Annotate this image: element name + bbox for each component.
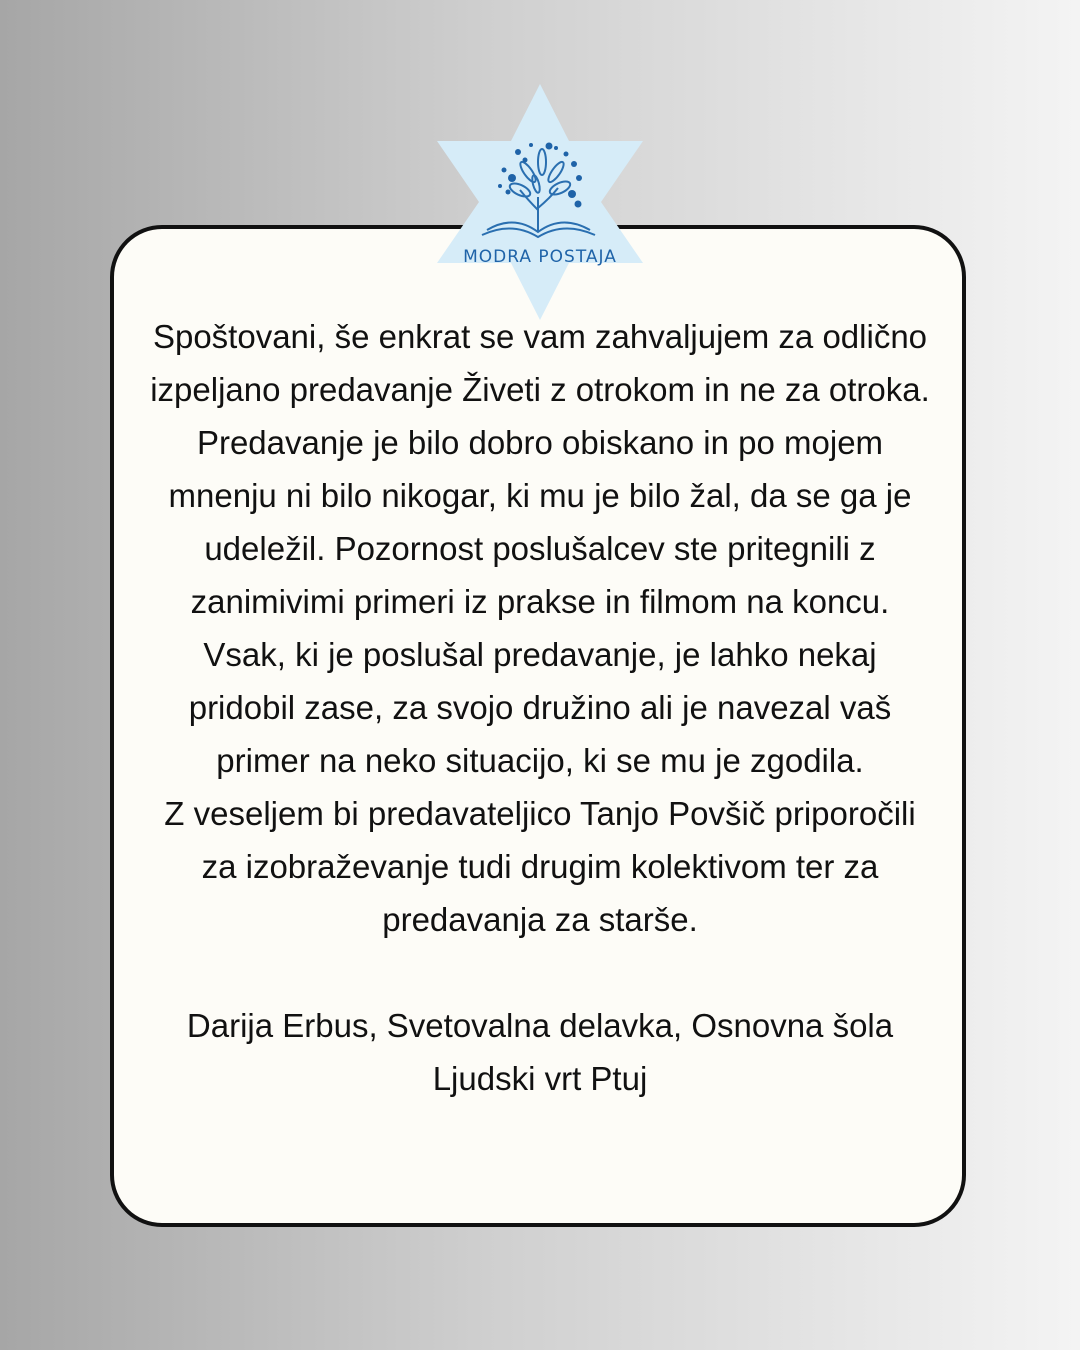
letter-line: zanimivimi primeri iz prakse in filmom na koncu. — [190, 583, 890, 620]
brand-text: MODRA POSTAJA — [463, 247, 617, 267]
modra-postaja-logo — [432, 82, 648, 322]
letter-line: mnenju ni bilo nikogar, ki mu je bilo žal, da se ga je — [168, 477, 912, 514]
letter-line: primer na neko situacijo, ki se mu je zgodila. — [216, 742, 864, 779]
letter-line: izpeljano predavanje Živeti z otrokom in ne za otroka. — [150, 371, 930, 408]
paragraph-gap — [114, 946, 966, 999]
testimonial-text — [114, 310, 966, 1105]
letter-line: za izobraževanje tudi drugim kolektivom ter za — [201, 848, 879, 885]
letter-line: udeležil. Pozornost poslušalcev ste pritegnili z — [204, 530, 876, 567]
letter-line: predavanja za starše. — [382, 901, 698, 938]
signature-line: Darija Erbus, Svetovalna delavka, Osnovna šola — [186, 1007, 894, 1044]
star-badge-shape — [437, 84, 643, 320]
letter-line: Spoštovani, še enkrat se vam zahvaljujem za odlično — [152, 318, 928, 355]
letter-line: pridobil zase, za svojo družino ali je navezal vaš — [188, 689, 892, 726]
letter-line: Z veseljem bi predavateljico Tanjo Povšič priporočili — [164, 795, 916, 832]
signature-line: Ljudski vrt Ptuj — [432, 1060, 648, 1097]
letter-line: Predavanje je bilo dobro obiskano in po mojem — [196, 424, 884, 461]
letter-line: Vsak, ki je poslušal predavanje, je lahko nekaj — [203, 636, 877, 673]
